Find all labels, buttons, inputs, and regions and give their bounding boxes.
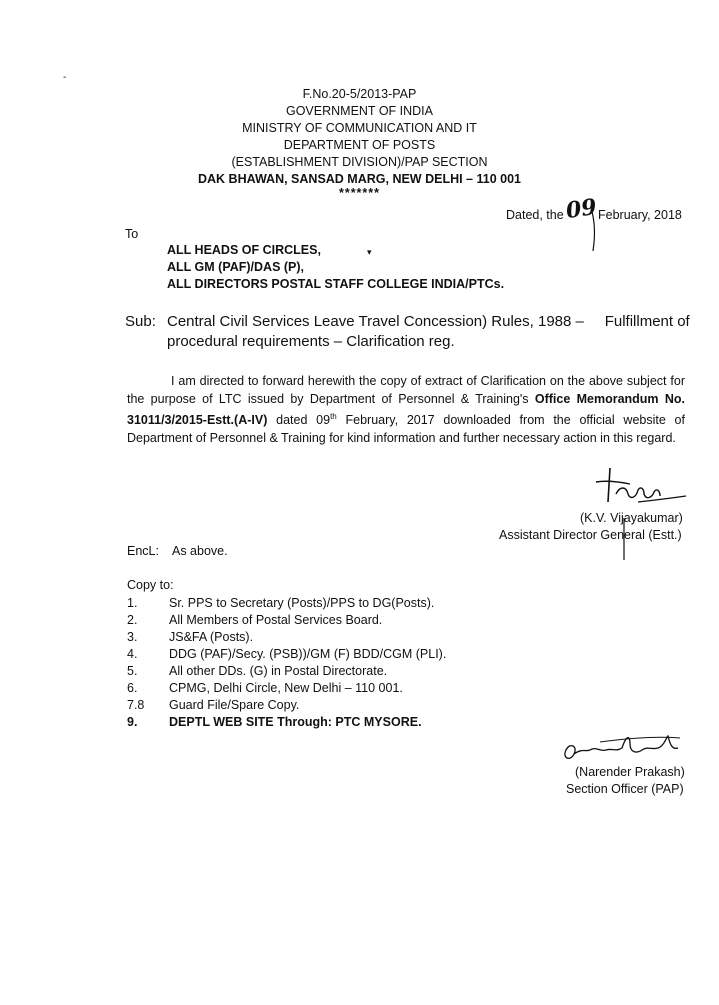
subject-line-1: Central Civil Services Leave Travel Concession) Rules, 1988 – Fulfillment of — [167, 313, 690, 330]
body-text-3: February, 2017 downloaded from the official website of Department of Personnel & Training for kind information and further necessary action in this regard. — [127, 413, 685, 445]
signatory-1-name: (K.V. Vijayakumar) — [580, 511, 683, 525]
list-item-text: All Members of Postal Services Board. — [169, 613, 383, 627]
list-item-text: DDG (PAF)/Secy. (PSB))/GM (F) BDD/CGM (PLI). — [169, 647, 447, 661]
list-item-text: Sr. PPS to Secretary (Posts)/PPS to DG(Posts). — [169, 596, 435, 610]
stray-mark: - — [63, 72, 67, 83]
signature-narender-prakash — [560, 728, 690, 768]
address-line: DAK BHAWAN, SANSAD MARG, NEW DELHI – 110 001 — [198, 172, 521, 186]
government-line: GOVERNMENT OF INDIA — [285, 104, 433, 118]
separator-stars: ******* — [338, 186, 381, 200]
date-prefix: Dated, the — [506, 208, 564, 222]
date-day-handwritten: 09 — [564, 193, 599, 225]
list-item-number: 5. — [127, 664, 138, 678]
body-text-2: dated 09 — [267, 413, 331, 428]
signatory-2-name: (Narender Prakash) — [575, 765, 685, 779]
recipient-directors: ALL DIRECTORS POSTAL STAFF COLLEGE INDIA/PTCs. — [167, 277, 505, 291]
department-line: DEPARTMENT OF POSTS — [283, 138, 436, 152]
list-item-text: All other DDs. (G) in Postal Directorate. — [169, 664, 388, 678]
office-memorandum-ref: Office Memorandum No. 31011/3/2015-Estt.(A-IV) — [127, 391, 685, 428]
list-item-text: JS&FA (Posts). — [169, 630, 254, 644]
copy-to-label: Copy to: — [127, 578, 174, 592]
enclosure-label: EncL: — [127, 544, 159, 558]
list-item-number: 9. — [127, 715, 138, 729]
list-item-number: 7.8 — [127, 698, 145, 712]
division-line: (ESTABLISHMENT DIVISION)/PAP SECTION — [231, 155, 488, 169]
list-item-text: CPMG, Delhi Circle, New Delhi – 110 001. — [169, 681, 403, 695]
subject-label: Sub: — [125, 313, 156, 330]
list-item-text: Guard File/Spare Copy. — [169, 698, 300, 712]
signatory-1-designation: Assistant Director General (Estt.) — [499, 528, 682, 542]
recipient-gm: ALL GM (PAF)/DAS (P), — [167, 260, 305, 274]
to-label: To — [125, 227, 139, 241]
file-number: F.No.20-5/2013-PAP — [302, 87, 417, 101]
stray-dot: ▾ — [367, 247, 372, 257]
ministry-line: MINISTRY OF COMMUNICATION AND IT — [242, 121, 477, 135]
date-superscript: th — [330, 412, 337, 421]
body-paragraph — [127, 373, 685, 447]
list-item-number: 1. — [127, 596, 138, 610]
subject-line-2: procedural requirements – Clarification reg. — [167, 333, 455, 350]
letter-header — [0, 86, 719, 199]
enclosure-value: As above. — [172, 544, 228, 558]
list-item-text: DEPTL WEB SITE Through: PTC MYSORE. — [169, 715, 422, 729]
body-text-1: I am directed to forward herewith the copy of extract of Clarification on the above subject for the purpose of LTC issued by Department of Personnel & Training's — [127, 374, 685, 406]
date-suffix: February, 2018 — [598, 208, 682, 222]
signature-kv-vijayakumar — [590, 460, 690, 560]
list-item-number: 2. — [127, 613, 138, 627]
list-item-number: 4. — [127, 647, 138, 661]
list-item-number: 3. — [127, 630, 138, 644]
date-pen-stroke — [588, 205, 598, 255]
recipient-heads-of-circles: ALL HEADS OF CIRCLES, — [167, 243, 321, 257]
signatory-2-designation: Section Officer (PAP) — [566, 782, 684, 796]
list-item-number: 6. — [127, 681, 138, 695]
